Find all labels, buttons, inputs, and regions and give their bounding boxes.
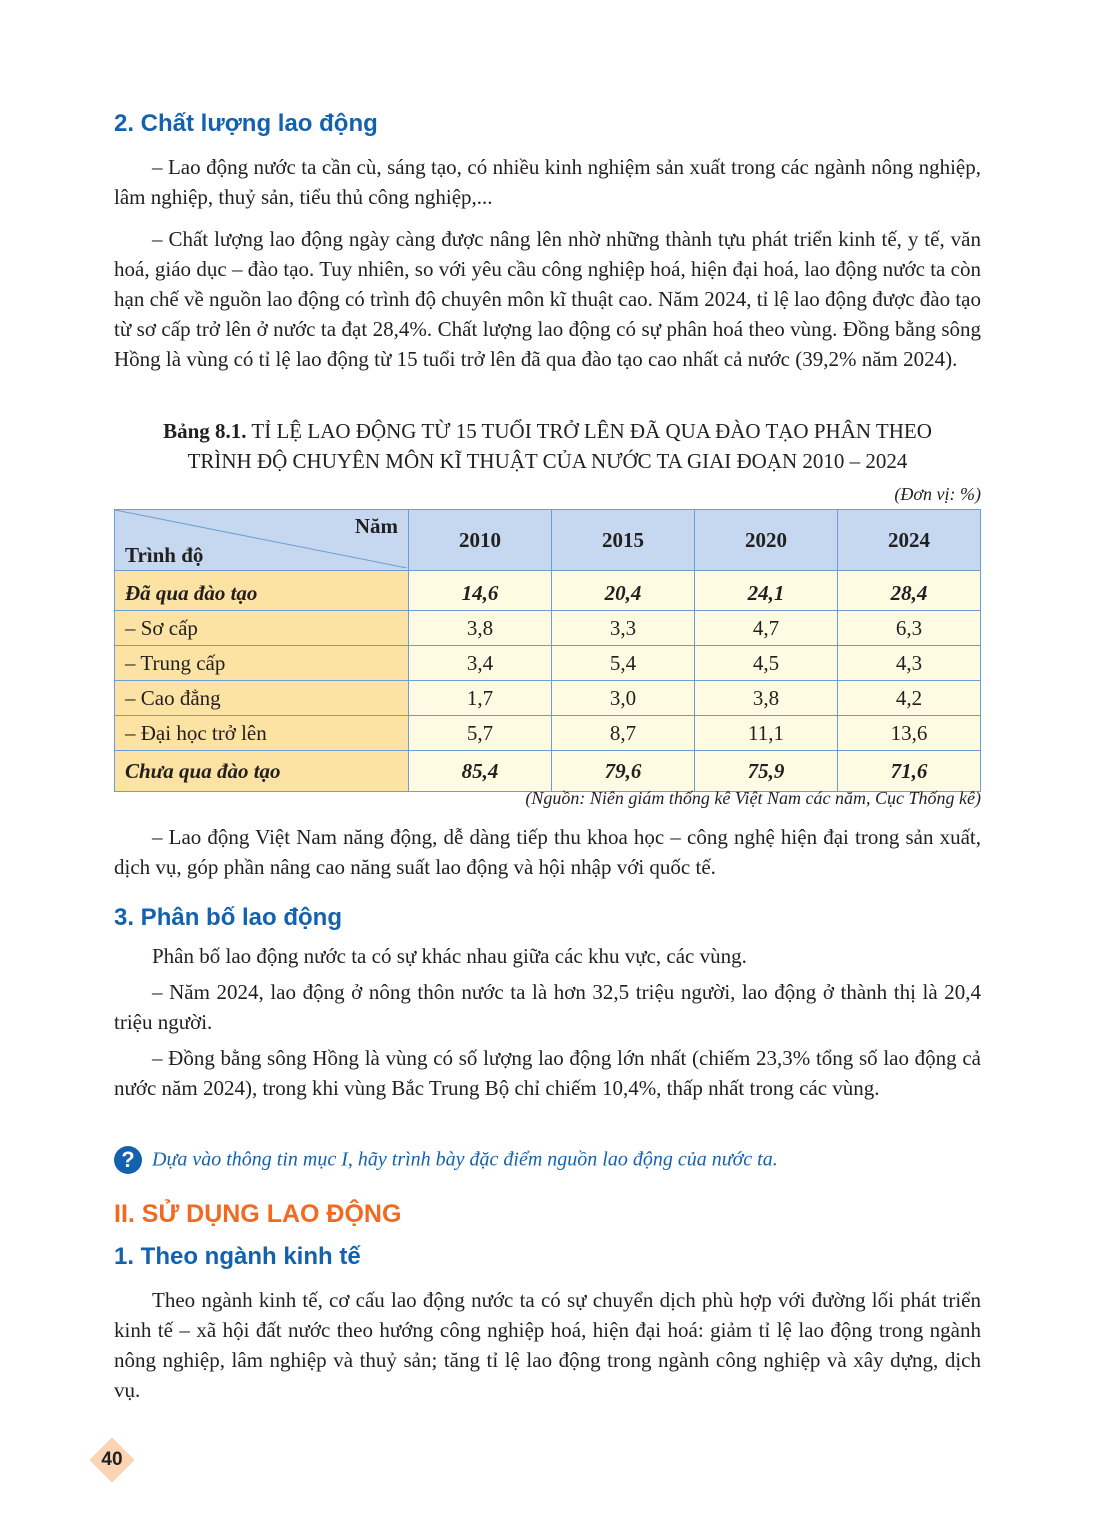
row-label: Đã qua đào tạo bbox=[115, 571, 409, 611]
table-header-row bbox=[115, 510, 981, 571]
question-prompt bbox=[114, 1146, 778, 1174]
table-row bbox=[115, 681, 981, 716]
table-corner-cell bbox=[115, 510, 409, 571]
table-unit: (Đơn vị: %) bbox=[894, 484, 981, 504]
section-heading-quality: 2. Chất lượng lao động bbox=[114, 110, 378, 137]
cell-value: 5,7 bbox=[409, 716, 552, 751]
table-row bbox=[115, 751, 981, 792]
paragraph: – Đồng bằng sông Hồng là vùng có số lượng lao động lớn nhất (chiếm 23,3% tổng số lao động cả nước năm 2024), trong khi vùng Bắc Trung Bộ chỉ chiếm 10,4%, thấp nhất trong các vùng. bbox=[114, 1046, 981, 1100]
cell-value: 4,7 bbox=[695, 611, 838, 646]
cell-value: 28,4 bbox=[838, 571, 981, 611]
table-caption-title: TỈ LỆ LAO ĐỘNG TỪ 15 TUỔI TRỞ LÊN ĐÃ QUA ĐÀO TẠO PHÂN THEO bbox=[246, 419, 932, 443]
paragraph: Theo ngành kinh tế, cơ cấu lao động nước ta có sự chuyển dịch phù hợp với đường lối phát triển kinh tế – xã hội đất nước theo hướng công nghiệp hoá, hiện đại hoá: giảm tỉ lệ lao động trong ngành nông nghiệp, lâm nghiệp và thuỷ sản; tăng tỉ lệ lao động trong ngành công nghiệp và xây dựng, dịch vụ. bbox=[114, 1288, 981, 1402]
cell-value: 8,7 bbox=[552, 716, 695, 751]
table-caption bbox=[114, 416, 981, 476]
cell-value: 3,8 bbox=[695, 681, 838, 716]
cell-value: 85,4 bbox=[409, 751, 552, 792]
cell-value: 5,4 bbox=[552, 646, 695, 681]
cell-value: 20,4 bbox=[552, 571, 695, 611]
cell-value: 11,1 bbox=[695, 716, 838, 751]
cell-value: 71,6 bbox=[838, 751, 981, 792]
cell-value: 1,7 bbox=[409, 681, 552, 716]
question-icon: ? bbox=[114, 1146, 142, 1174]
cell-value: 79,6 bbox=[552, 751, 695, 792]
table-row bbox=[115, 716, 981, 751]
year-header: 2024 bbox=[838, 510, 981, 571]
cell-value: 24,1 bbox=[695, 571, 838, 611]
paragraph: Phân bố lao động nước ta có sự khác nhau giữa các khu vực, các vùng. bbox=[152, 944, 747, 968]
cell-value: 3,8 bbox=[409, 611, 552, 646]
table-row bbox=[115, 611, 981, 646]
table-source: (Nguồn: Niên giám thống kê Việt Nam các năm, Cục Thống kê) bbox=[525, 788, 981, 808]
cell-value: 75,9 bbox=[695, 751, 838, 792]
question-text: Dựa vào thông tin mục I, hãy trình bày đặc điểm nguồn lao động của nước ta. bbox=[152, 1148, 778, 1171]
part-heading-labor-use: II. SỬ DỤNG LAO ĐỘNG bbox=[114, 1200, 402, 1228]
row-label: Chưa qua đào tạo bbox=[115, 751, 409, 792]
cell-value: 4,2 bbox=[838, 681, 981, 716]
row-label: – Trung cấp bbox=[115, 646, 409, 681]
row-label: – Đại học trở lên bbox=[115, 716, 409, 751]
table-row bbox=[115, 646, 981, 681]
cell-value: 4,5 bbox=[695, 646, 838, 681]
page-number: 40 bbox=[101, 1449, 123, 1470]
cell-value: 13,6 bbox=[838, 716, 981, 751]
table-caption-label: Bảng 8.1. bbox=[163, 419, 247, 443]
paragraph: – Lao động Việt Nam năng động, dễ dàng tiếp thu khoa học – công nghệ hiện đại trong sản xuất, dịch vụ, góp phần nâng cao năng suất lao động và hội nhập với quốc tế. bbox=[114, 825, 981, 879]
section-heading-distribution: 3. Phân bố lao động bbox=[114, 904, 342, 931]
paragraph: – Lao động nước ta cần cù, sáng tạo, có nhiều kinh nghiệm sản xuất trong các ngành nông nghiệp, lâm nghiệp, thuỷ sản, tiểu thủ công nghiệp,... bbox=[114, 155, 981, 209]
cell-value: 3,4 bbox=[409, 646, 552, 681]
year-header: 2010 bbox=[409, 510, 552, 571]
data-table bbox=[114, 509, 981, 792]
cell-value: 3,0 bbox=[552, 681, 695, 716]
paragraph: – Chất lượng lao động ngày càng được nâng lên nhờ những thành tựu phát triển kinh tế, y tế, văn hoá, giáo dục – đào tạo. Tuy nhiên, so với yêu cầu công nghiệp hoá, hiện đại hoá, lao động nước ta còn hạn chế về nguồn lao động có trình độ chuyên môn kĩ thuật cao. Năm 2024, tỉ lệ lao động được đào tạo từ sơ cấp trở lên ở nước ta đạt 28,4%. Chất lượng lao động có sự phân hoá theo vùng. Đồng bằng sông Hồng là vùng có tỉ lệ lao động từ 15 tuổi trở lên đã qua đào tạo cao nhất cả nước (39,2% năm 2024). bbox=[114, 227, 981, 371]
cell-value: 14,6 bbox=[409, 571, 552, 611]
paragraph: – Năm 2024, lao động ở nông thôn nước ta là hơn 32,5 triệu người, lao động ở thành thị là 20,4 triệu người. bbox=[114, 980, 981, 1034]
cell-value: 6,3 bbox=[838, 611, 981, 646]
cell-value: 3,3 bbox=[552, 611, 695, 646]
row-header-level: Trình độ bbox=[125, 543, 204, 567]
table-row bbox=[115, 571, 981, 611]
section-heading-by-sector: 1. Theo ngành kinh tế bbox=[114, 1243, 361, 1270]
column-header-year: Năm bbox=[354, 514, 398, 538]
row-label: – Sơ cấp bbox=[115, 611, 409, 646]
table-caption-title-line2: TRÌNH ĐỘ CHUYÊN MÔN KĨ THUẬT CỦA NƯỚC TA GIAI ĐOẠN 2010 – 2024 bbox=[187, 449, 908, 473]
row-label: – Cao đẳng bbox=[115, 681, 409, 716]
year-header: 2020 bbox=[695, 510, 838, 571]
page-number-badge bbox=[92, 1440, 132, 1480]
year-header: 2015 bbox=[552, 510, 695, 571]
cell-value: 4,3 bbox=[838, 646, 981, 681]
